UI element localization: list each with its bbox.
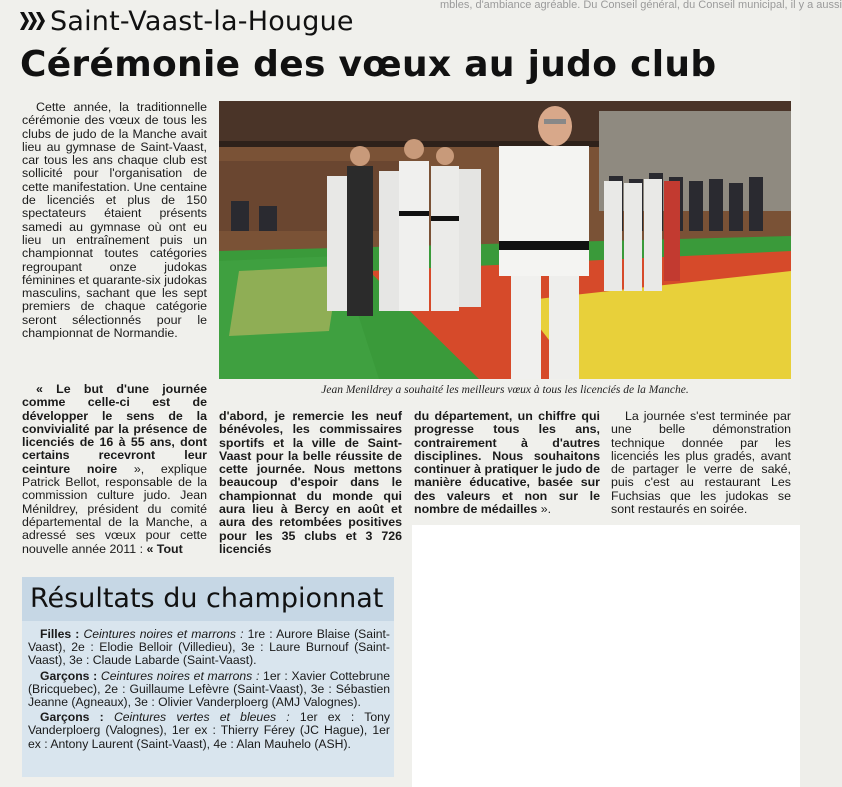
results-garcons-green-category: Ceintures vertes et bleues : <box>113 710 300 725</box>
results-garcons-green-label: Garçons : <box>40 710 114 725</box>
quote-bold-continued: d'abord, je remercie les neuf bénévoles, les commissaires sportifs et la ville de Saint-Vaast pour la belle réussite de cette journée. Nous mettons beaucoup d'espoir dans le championnat du monde qui aura lieu à Bercy en août et aura des retombées positives pour les 35 clubs et 3 726 licenciés <box>219 409 402 556</box>
results-body <box>28 628 390 753</box>
quote-close: ». <box>537 502 552 517</box>
paragraph-conclusion: La journée s'est terminée par une belle démonstration technique donnée par les licenciés les plus gradés, avant de partager le verre de saké, puis c'est au restaurant Les Fuchsias que les judokas se sont restaurés en soirée. <box>611 409 791 517</box>
photo-caption: Jean Menildrey a souhaité les meilleurs vœux à tous les licenciés de la Manche. <box>321 384 689 396</box>
chevron-icon <box>20 12 44 30</box>
results-garcons-green-text: 1er ex : Tony Vanderploerg (Valognes), 1er ex : Thierry Férey (JC Hague), 1er ex : Antony Laurent (Saint-Vaast), 4e : Alan Mauhelo (ASH). <box>28 710 390 751</box>
article-column-1 <box>22 101 207 340</box>
paragraph-quote-end <box>414 410 600 516</box>
results-filles-label: Filles : <box>40 627 84 641</box>
article-column-3 <box>414 410 600 516</box>
paragraph-quote <box>22 383 207 556</box>
results-title: Résultats du championnat <box>22 577 394 621</box>
results-filles <box>28 628 390 668</box>
quote-start-bold: « Tout <box>146 541 183 556</box>
judo-gym-photo <box>219 101 791 379</box>
paragraph-quote-continued <box>219 410 402 556</box>
previous-article-bleed: mbles, d'ambiance agréable. Du Conseil général, du Conseil municipal, il y a aussi <box>440 0 842 11</box>
paragraph-intro: Cette année, la traditionnelle cérémonie des vœux de tous les clubs de judo de la Manche avait lieu au gymnase de Saint-Vaast, car tous les ans chaque club est sollicité pour l'organisation de cette manifestation. Une centaine de licenciés et plus de 150 spectateurs étaient présents samedi au gymnase où ont eu lieu un entraînement puis un championnat toutes catégories regroupant onze judokas féminines et quarante-six judokas masculins, sachant que les sept premiers de chaque catégorie seront sélectionnés pour le championnat de Normandie. <box>22 100 207 341</box>
quote-bold: « Le but d'une journée comme celle-ci est de développer le sens de la convivialité par la présence de licenciés de 16 à 55 ans, dont certains recevront leur ceinture noire <box>22 382 207 476</box>
quote-attribution: », explique Patrick Bellot, responsable de la commission culture judo. Jean Ménildrey, président du comité départemental de la Manche, a adressé ses vœux pour cette nouvelle année 2011 : <box>22 461 208 556</box>
results-garcons-black-category: Ceintures noires et marrons : <box>100 668 264 683</box>
results-garcons-green <box>28 711 390 751</box>
kicker-text: Saint-Vaast-la-Hougue <box>50 5 354 37</box>
article-photo <box>219 101 791 379</box>
results-filles-category: Ceintures noires et marrons : <box>83 627 248 641</box>
results-garcons-black-text: 1er : Xavier Cottebrune (Bricquebec), 2e : Guillaume Lefèvre (Saint-Vaast), 3e : Sébastien Jeanne (Agneaux), 3e : Olivier Vanderploerg (AMJ Valognes). <box>28 668 390 710</box>
article-column-1-continued <box>22 383 207 556</box>
results-garcons-black-label: Garçons : <box>40 668 101 683</box>
results-garcons-black <box>28 670 390 710</box>
article-column-4 <box>611 410 791 516</box>
article-headline: Cérémonie des vœux au judo club <box>20 44 717 85</box>
quote-bold-end: du département, un chiffre qui progresse tous les ans, contrairement à d'autres disciplines. Nous souhaitons continuer à pratiquer le judo de manière éducative, basée sur des valeurs et non sur le nombre de médailles <box>414 409 600 517</box>
results-filles-text: 1re : Aurore Blaise (Saint-Vaast), 2e : Elodie Belloir (Villedieu), 3e : Laure Burnouf (Saint-Vaast), 3e : Claude Labarde (Saint-Vaast). <box>28 627 390 668</box>
article-column-2 <box>219 410 402 556</box>
location-kicker <box>20 4 354 38</box>
blank-area <box>412 525 800 787</box>
